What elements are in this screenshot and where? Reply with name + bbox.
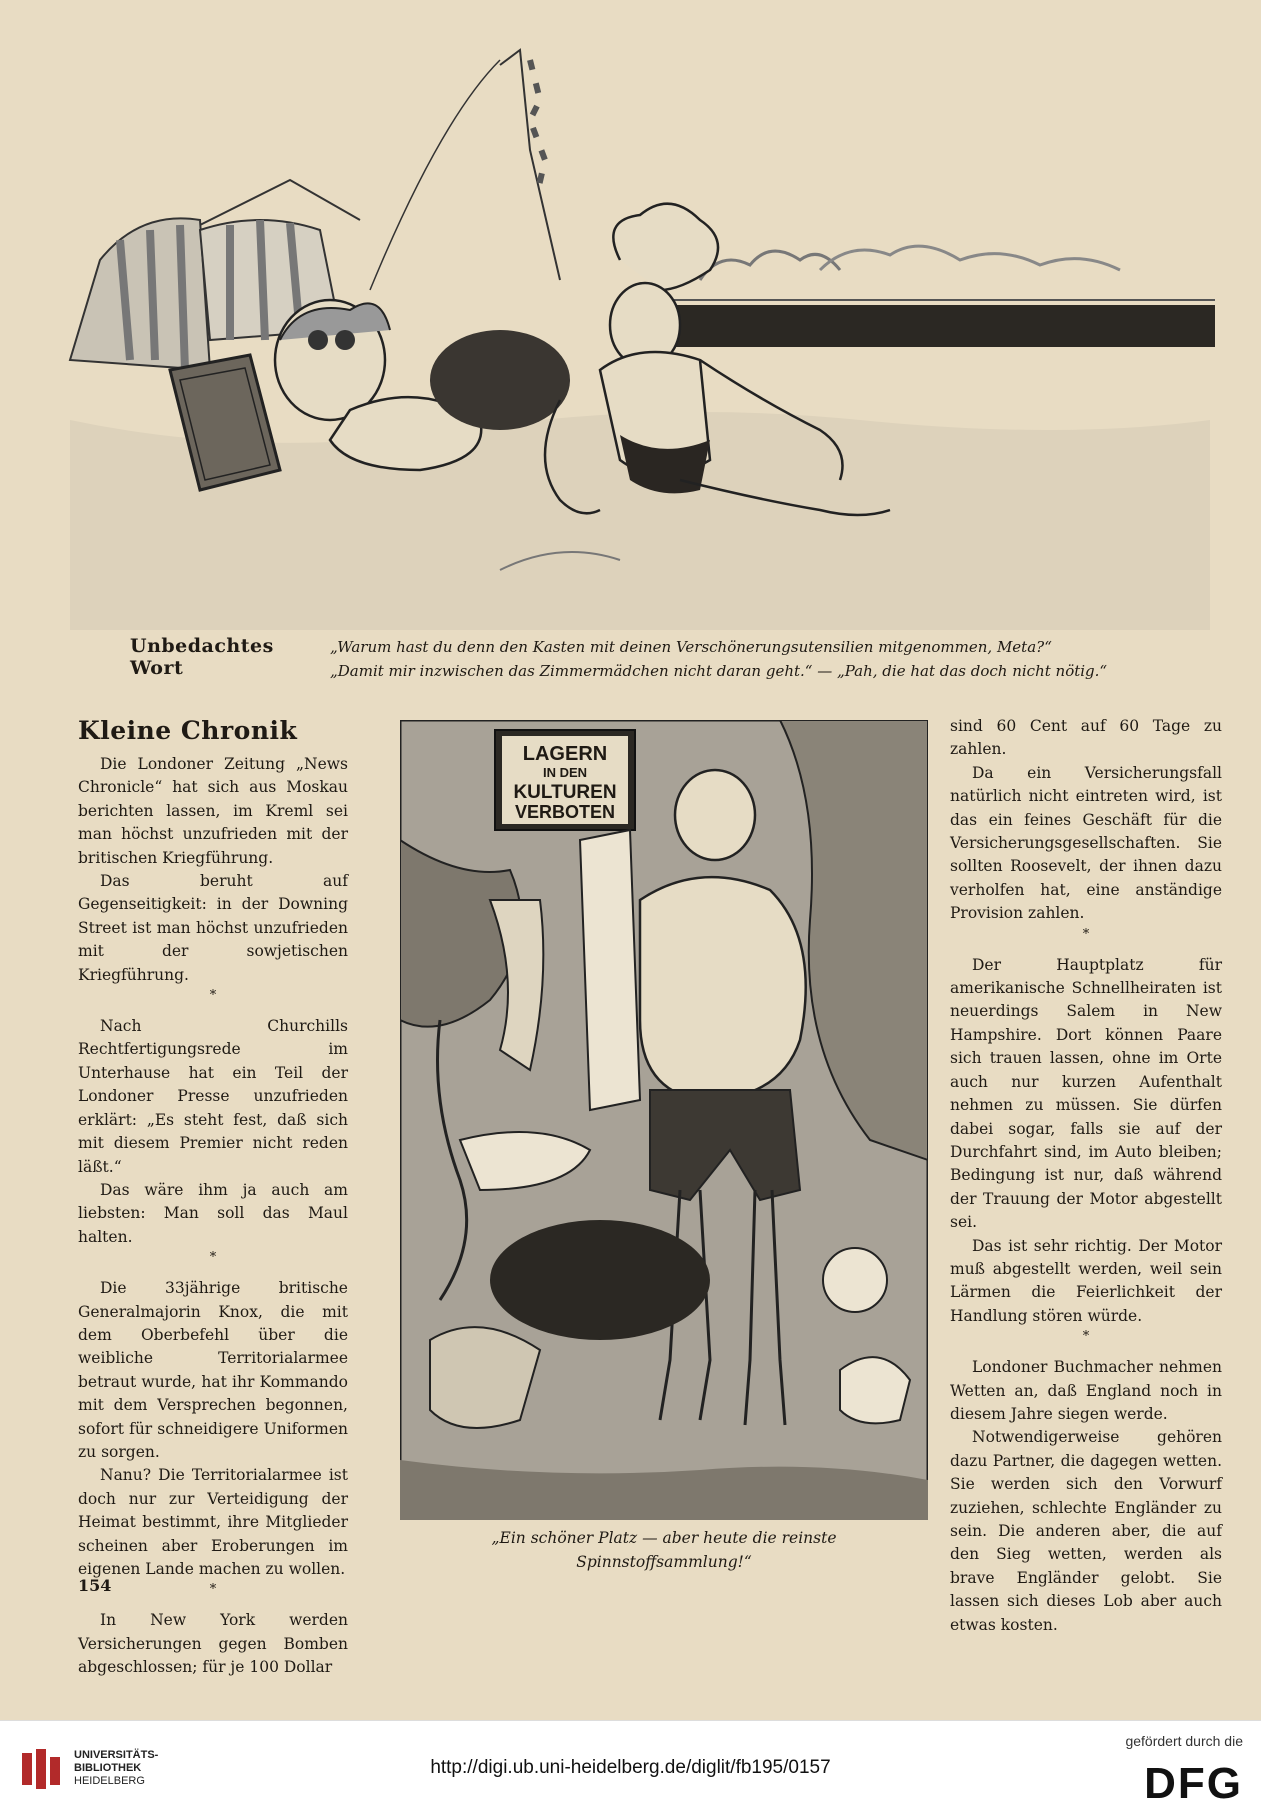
separator-asterisk: * bbox=[209, 1250, 217, 1266]
section-title: Kleine Chronik bbox=[78, 716, 298, 745]
uni-name-line: HEIDELBERG bbox=[74, 1775, 145, 1787]
caption-dialogue bbox=[330, 635, 1200, 683]
separator-asterisk: * bbox=[1082, 1329, 1090, 1345]
paragraph: Die Londoner Zeitung „News Chronicle“ hat sich aus Moskau berichten lassen, im Kreml sei man höchst unzufrieden mit der britischen Kriegführung. bbox=[78, 755, 348, 867]
paragraph: Nach Churchills Rechtfertigungsrede im Unterhause hat ein Teil der Londoner Presse unzufrieden erklärt: „Es steht fest, daß sich mit diesem Premier nicht reden läßt.“ bbox=[78, 1017, 348, 1176]
separator-asterisk: * bbox=[1082, 926, 1090, 942]
uni-name-line: UNIVERSITÄTS- bbox=[74, 1749, 159, 1761]
paragraph: Die 33jährige britische Generalmajorin Knox, die mit dem Oberbefehl über die weibliche Territorialarmee betraut wurde, hat ihr Kommando mit dem Versprechen begonnen, sofort für schneidigere Uniformen zu sorgen. bbox=[78, 1279, 348, 1461]
cartoon-caption bbox=[400, 1526, 928, 1574]
paragraph: Da ein Versicherungsfall natürlich nicht eintreten wird, ist das ein feines Geschäft für die Versicherungsgesellschaften. Sie sollten Roosevelt, der ihnen dazu verholfen hat, eine anständige Provision zahlen. bbox=[950, 763, 1222, 923]
paragraph: Notwendigerweise gehören dazu Partner, die dagegen wetten. Sie werden sich den Vorwurf zuziehen, schlechte Engländer zu sein. Die anderen aber, die auf den Sieg wetten, werden als brave Engländer gelobt. Sie lassen sich dieses Lob aber auch etwas kosten. bbox=[950, 1428, 1222, 1634]
caption-line: „Damit mir inzwischen das Zimmermädchen nicht daran geht.“ — „Pah, die hat das doch nicht nötig.“ bbox=[330, 662, 1108, 680]
sign-text: IN DEN bbox=[542, 765, 588, 780]
paragraph: Londoner Buchmacher nehmen Wetten an, daß England noch in diesem Jahre siegen werde. bbox=[950, 1358, 1222, 1423]
sign-text: VERBOTEN bbox=[514, 802, 616, 822]
prohibition-sign bbox=[495, 730, 635, 830]
paragraph: In New York werden Versicherungen gegen Bomben abgeschlossen; für je 100 Dollar bbox=[78, 1611, 348, 1677]
paragraph: Nanu? Die Territorialarmee ist doch nur zur Verteidigung der Heimat bestimmt, ihre Mitglieder scheinen aber Eroberungen im eigenen Lande machen zu wollen. bbox=[78, 1466, 348, 1578]
top-cartoon-caption bbox=[130, 635, 1190, 685]
page-number: 154 bbox=[78, 1576, 112, 1595]
forest-cartoon bbox=[400, 720, 928, 1520]
caption-line: „Warum hast du denn den Kasten mit deinen Verschönerungsutensilien mitgenommen, Meta?“ bbox=[330, 638, 1052, 656]
beach-illustration bbox=[60, 40, 1220, 630]
caption-title: Unbedachtes Wort bbox=[130, 635, 274, 679]
sign-text: KULTUREN bbox=[513, 782, 617, 803]
dfg-logo: DFG bbox=[1144, 1759, 1243, 1808]
separator-asterisk: * bbox=[209, 1582, 217, 1598]
right-column bbox=[950, 715, 1222, 1637]
caption-line: „Ein schöner Platz — aber heute die reinste bbox=[491, 1529, 837, 1547]
sign-text: LAGERN bbox=[522, 743, 608, 765]
uni-name-line: BIBLIOTHEK bbox=[74, 1762, 142, 1774]
caption-line: Spinnstoffsammlung!“ bbox=[576, 1553, 752, 1571]
funded-by-text: gefördert durch die bbox=[1125, 1733, 1243, 1749]
left-column bbox=[78, 715, 348, 1680]
viewer-footer bbox=[0, 1720, 1261, 1813]
paragraph: Das wäre ihm ja auch am liebsten: Man soll das Maul halten. bbox=[78, 1180, 348, 1246]
permalink-url[interactable]: http://digi.ub.uni-heidelberg.de/diglit/fb195/0157 bbox=[430, 1757, 831, 1778]
separator-asterisk: * bbox=[209, 988, 217, 1004]
paragraph: Der Hauptplatz für amerikanische Schnellheiraten ist neuerdings Salem in New Hampshire. Dort können Paare sich trauen lassen, ohne im Orte auch nur kurzen Aufenthalt nehmen zu müssen. Sie dürfen dabei sogar, falls sie auf der Durchfahrt sind, im Auto bleiben; Bedingung ist nur, daß während der Trauung der Motor abgestellt sei. bbox=[950, 955, 1222, 1232]
paragraph: sind 60 Cent auf 60 Tage zu zahlen. bbox=[950, 717, 1222, 759]
paragraph: Das ist sehr richtig. Der Motor muß abgestellt werden, weil sein Lärmen die Feierlichkeit der Handlung stören würde. bbox=[950, 1236, 1222, 1325]
paragraph: Das beruht auf Gegenseitigkeit: in der Downing Street ist man höchst unzufrieden mit der sowjetischen Kriegführung. bbox=[78, 872, 348, 984]
